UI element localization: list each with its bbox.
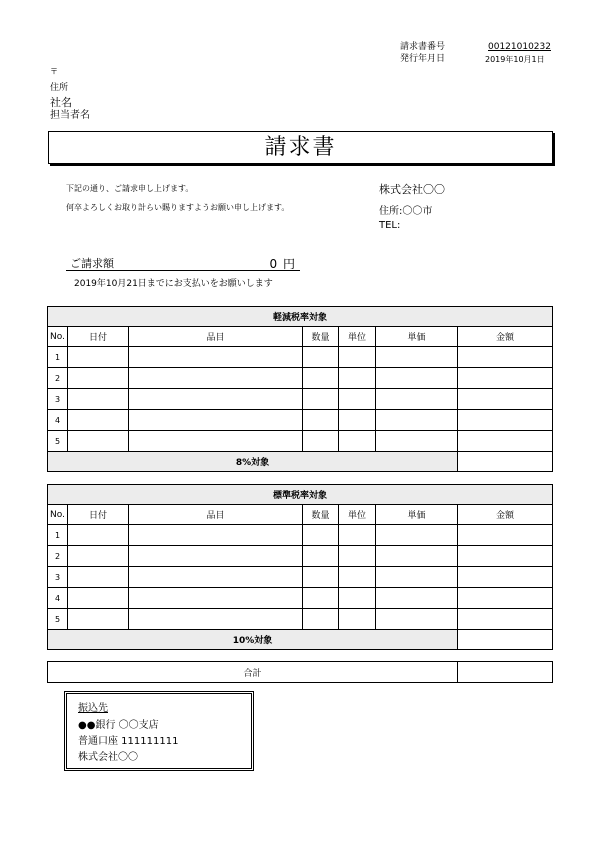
date-cell[interactable] [68,368,129,389]
table-row [48,410,553,431]
amount-cell[interactable] [458,588,553,609]
item-cell[interactable] [129,609,303,630]
subtotal-value-cell[interactable] [458,630,553,650]
row-number: 3 [48,389,68,410]
qty-cell[interactable] [303,431,339,452]
recipient-company: 社名 [50,96,72,109]
section-title: 標準税率対象 [48,485,553,505]
item-cell[interactable] [129,588,303,609]
row-number: 5 [48,431,68,452]
issuer-address: 住所:〇〇市 [379,206,433,217]
row-number: 1 [48,347,68,368]
bank-title: 振込先 [78,703,108,714]
bank-name-branch: ●●銀行 〇〇支店 [78,720,159,731]
qty-cell[interactable] [303,389,339,410]
issue-date-value: 2019年10月1日 [485,55,545,64]
price-cell[interactable] [376,546,458,567]
amount-cell[interactable] [458,368,553,389]
item-cell[interactable] [129,389,303,410]
price-cell[interactable] [376,525,458,546]
col-header-amount: 金額 [458,327,553,347]
issuer-company: 株式会社〇〇 [379,183,445,196]
invoice-number-value: 00121010232 [488,42,551,52]
date-cell[interactable] [68,546,129,567]
unit-cell[interactable] [339,431,376,452]
date-cell[interactable] [68,410,129,431]
table-row [48,546,553,567]
unit-cell[interactable] [339,609,376,630]
price-cell[interactable] [376,609,458,630]
qty-cell[interactable] [303,609,339,630]
payment-due-note: 2019年10月21日までにお支払いをお願いします [74,279,273,289]
bank-account-holder: 株式会社〇〇 [78,752,138,763]
unit-cell[interactable] [339,347,376,368]
col-header-price: 単価 [376,327,458,347]
table-row [48,368,553,389]
amount-cell[interactable] [458,431,553,452]
amount-cell[interactable] [458,546,553,567]
row-number: 4 [48,410,68,431]
table-row [48,567,553,588]
grand-total-table [47,661,553,683]
item-cell[interactable] [129,368,303,389]
date-cell[interactable] [68,431,129,452]
table-row [48,525,553,546]
billing-amount-row [66,255,300,271]
recipient-person: 担当者名 [50,110,90,121]
col-header-no: No. [48,327,68,347]
table-row [48,431,553,452]
price-cell[interactable] [376,431,458,452]
col-header-unit: 単位 [339,327,376,347]
row-number: 1 [48,525,68,546]
unit-cell[interactable] [339,389,376,410]
price-cell[interactable] [376,368,458,389]
price-cell[interactable] [376,347,458,368]
subtotal-label: 8%対象 [48,452,458,472]
amount-cell[interactable] [458,525,553,546]
date-cell[interactable] [68,588,129,609]
date-cell[interactable] [68,389,129,410]
amount-cell[interactable] [458,609,553,630]
row-number: 5 [48,609,68,630]
item-cell[interactable] [129,525,303,546]
row-number: 2 [48,546,68,567]
amount-cell[interactable] [458,347,553,368]
price-cell[interactable] [376,410,458,431]
date-cell[interactable] [68,609,129,630]
date-cell[interactable] [68,567,129,588]
invoice-number-label: 請求書番号 [400,42,446,52]
table-row [48,389,553,410]
item-cell[interactable] [129,410,303,431]
qty-cell[interactable] [303,368,339,389]
intro-line-1: 下記の通り、ご請求申し上げます。 [66,184,194,193]
unit-cell[interactable] [339,567,376,588]
intro-line-2: 何卒よろしくお取り計らい賜りますようお願い申し上げます。 [66,203,290,212]
item-cell[interactable] [129,546,303,567]
document-title: 請求書 [48,131,553,164]
unit-cell[interactable] [339,525,376,546]
qty-cell[interactable] [303,525,339,546]
bank-account: 普通口座 111111111 [78,736,179,747]
subtotal-value-cell[interactable] [458,452,553,472]
recipient-zip-mark: 〒 [50,67,58,76]
unit-cell[interactable] [339,368,376,389]
item-cell[interactable] [129,567,303,588]
reduced-tax-table [47,306,553,472]
issuer-tel: TEL: [379,220,401,231]
col-header-unit: 単位 [339,505,376,525]
col-header-item: 品目 [129,327,303,347]
table-row [48,347,553,368]
row-number: 3 [48,567,68,588]
col-header-price: 単価 [376,505,458,525]
qty-cell[interactable] [303,546,339,567]
billing-amount-label: ご請求額 [70,257,114,270]
table-row [48,588,553,609]
date-cell[interactable] [68,347,129,368]
standard-tax-table [47,484,553,650]
qty-cell[interactable] [303,588,339,609]
grand-total-value-cell[interactable] [458,662,553,683]
date-cell[interactable] [68,525,129,546]
row-number: 2 [48,368,68,389]
billing-amount-value: 0 円 [269,257,296,271]
unit-cell[interactable] [339,546,376,567]
col-header-item: 品目 [129,505,303,525]
table-row [48,609,553,630]
price-cell[interactable] [376,567,458,588]
row-number: 4 [48,588,68,609]
unit-cell[interactable] [339,410,376,431]
bank-transfer-box [66,693,252,769]
amount-cell[interactable] [458,389,553,410]
col-header-no: No. [48,505,68,525]
col-header-date: 日付 [68,327,129,347]
section-title: 軽減税率対象 [48,307,553,327]
item-cell[interactable] [129,431,303,452]
subtotal-label: 10%対象 [48,630,458,650]
col-header-qty: 数量 [303,327,339,347]
col-header-date: 日付 [68,505,129,525]
amount-cell[interactable] [458,410,553,431]
qty-cell[interactable] [303,410,339,431]
recipient-address: 住所 [50,83,69,93]
unit-cell[interactable] [339,588,376,609]
item-cell[interactable] [129,347,303,368]
qty-cell[interactable] [303,347,339,368]
grand-total-label: 合計 [48,662,458,683]
col-header-amount: 金額 [458,505,553,525]
col-header-qty: 数量 [303,505,339,525]
amount-cell[interactable] [458,567,553,588]
price-cell[interactable] [376,389,458,410]
qty-cell[interactable] [303,567,339,588]
price-cell[interactable] [376,588,458,609]
issue-date-label: 発行年月日 [400,54,446,64]
